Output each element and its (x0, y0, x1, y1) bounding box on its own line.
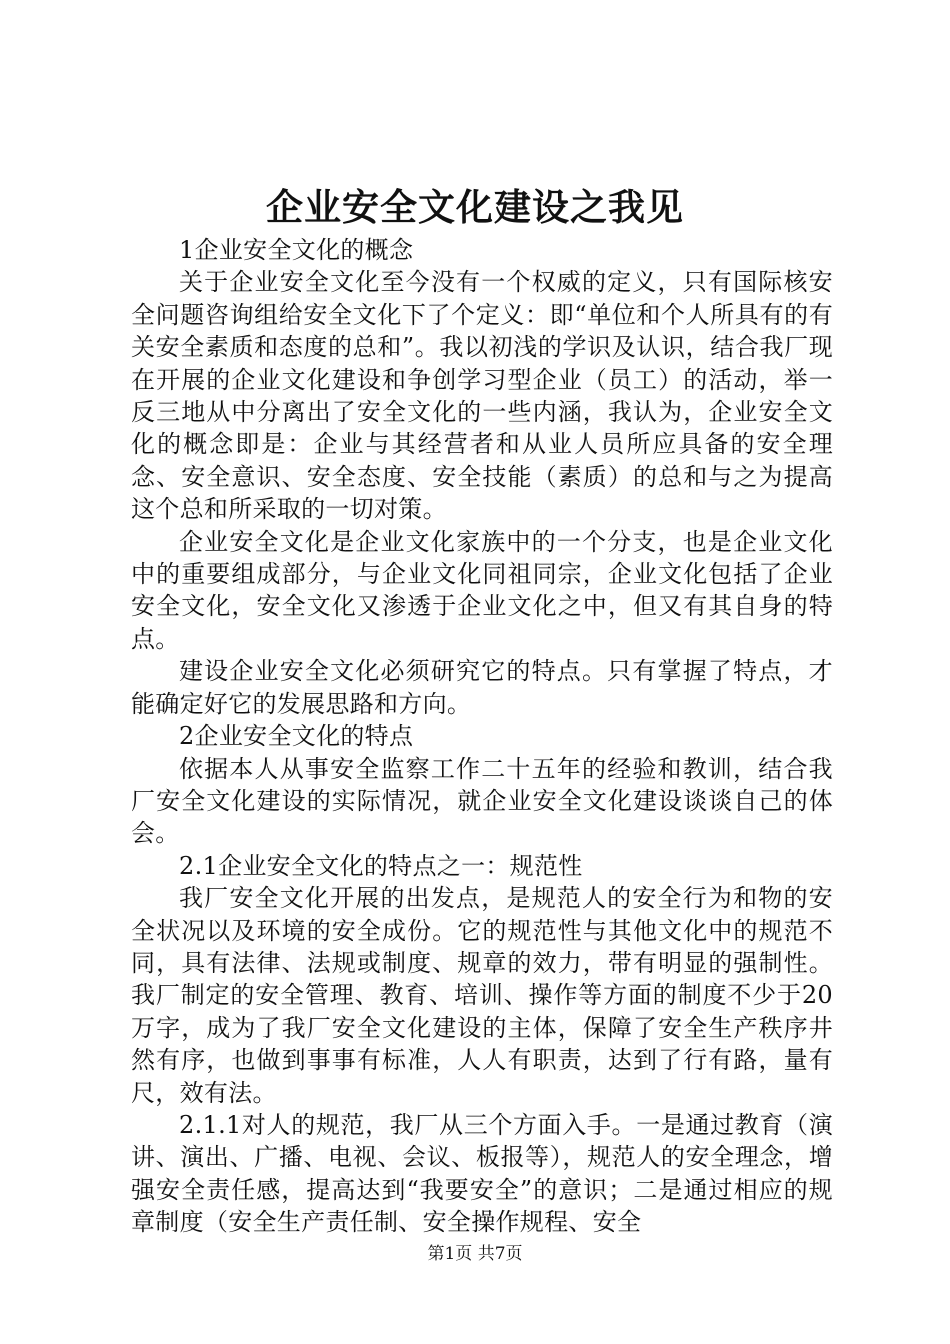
page-number-footer: 第1页 共7页 (427, 1244, 523, 1264)
section-heading-2-1: 2.1企业安全文化的特点之一：规范性 (179, 851, 583, 880)
paragraph: 2.1.1对人的规范，我厂从三个方面入手。一是通过教育（演讲、演出、广播、电视、会议、板报等），规范人的安全理念，增强安全责任感，提高达到“我要安全”的意识；二是通过相应的规章制度（安全生产责任制、安全操作规程、安全 (131, 1110, 833, 1237)
paragraph: 企业安全文化是企业文化家族中的一个分支，也是企业文化中的重要组成部分，与企业文化同祖同宗，企业文化包括了企业安全文化，安全文化又渗透于企业文化之中，但又有其自身的特点。 (131, 527, 833, 653)
document-body (131, 234, 833, 1239)
paragraph: 依据本人从事安全监察工作二十五年的经验和教训，结合我厂安全文化建设的实际情况，就企业安全文化建设谈谈自己的体会。 (131, 754, 833, 848)
paragraph: 建设企业安全文化必须研究它的特点。只有掌握了特点，才能确定好它的发展思路和方向。 (131, 657, 833, 718)
paragraph: 关于企业安全文化至今没有一个权威的定义，只有国际核安全问题咨询组给安全文化下了个定义：即“单位和个人所具有的有关安全素质和态度的总和”。我以初浅的学识及认识，结合我厂现在开展的企业文化建设和争创学习型企业（员工）的活动，举一反三地从中分离出了安全文化的一些内涵，我认为，企业安全文化的概念即是：企业与其经营者和从业人员所应具备的安全理念、安全意识、安全态度、安全技能（素质）的总和与之为提高这个总和所采取的一切对策。 (131, 268, 833, 524)
section-heading-1: 1企业安全文化的概念 (179, 236, 414, 264)
section-heading-2: 2企业安全文化的特点 (179, 722, 414, 751)
paragraph: 我厂安全文化开展的出发点，是规范人的安全行为和物的安全状况以及环境的安全成份。它的规范性与其他文化中的规范不同，具有法律、法规或制度、规章的效力，带有明显的强制性。我厂制定的安全管理、教育、培训、操作等方面的制度不少于20万字，成为了我厂安全文化建设的主体，保障了安全生产秩序井然有序，也做到事事有标准，人人有职责，达到了行有路，量有尺，效有法。 (131, 884, 833, 1107)
document-title: 企业安全文化建设之我见 (266, 185, 684, 229)
